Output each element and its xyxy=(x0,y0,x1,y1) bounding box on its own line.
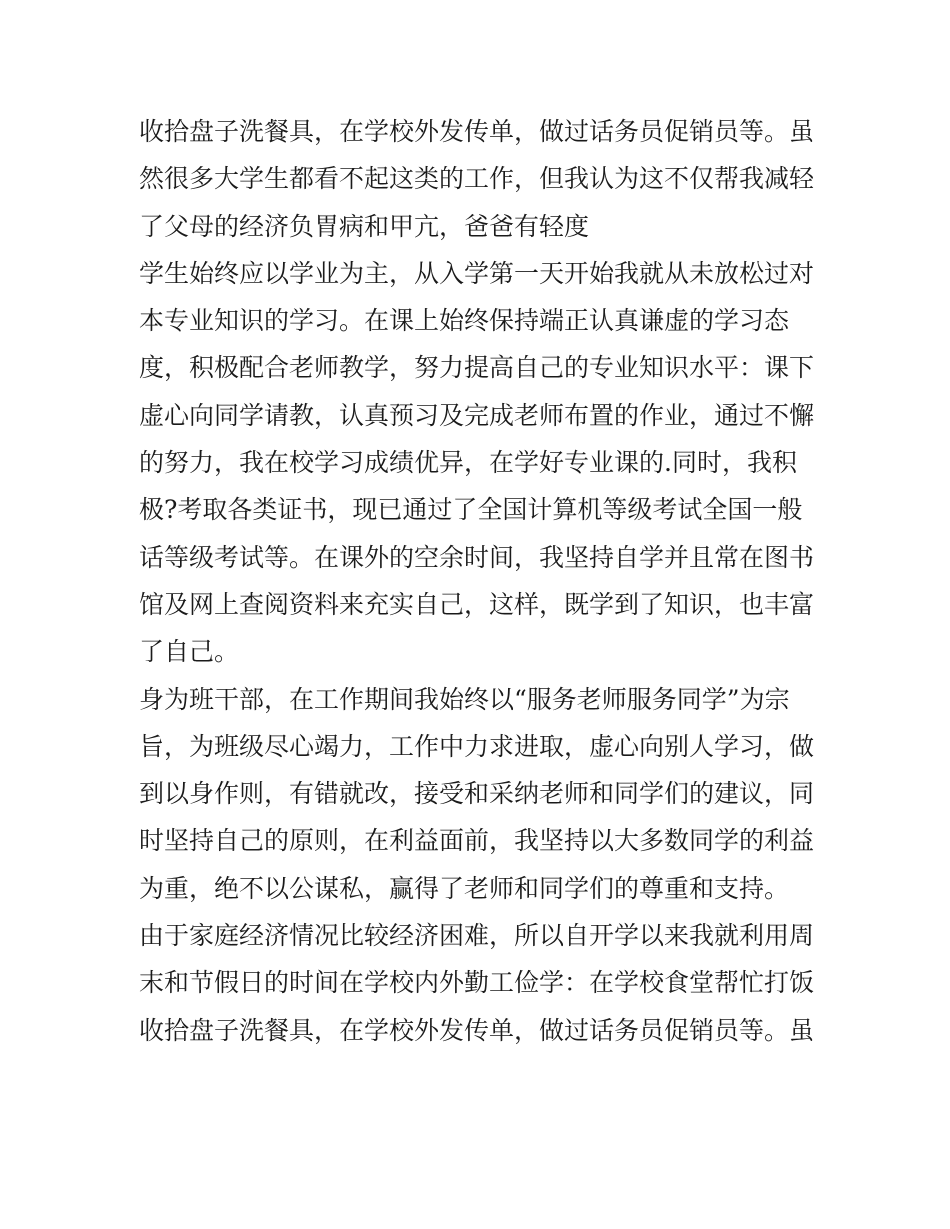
text-line: 身为班干部，在工作期间我始终以“服务老师服务同学”为宗 xyxy=(139,684,790,714)
text-line: 收拾盘子洗餐具，在学校外发传单，做过话务员促销员等。虽 xyxy=(139,117,815,146)
document-body xyxy=(139,108,819,1054)
text-line: 到以身作则，有错就改，接受和采纳老师和同学们的建议，同 xyxy=(139,779,815,809)
text-line: 了父母的经济负胃病和甲亢，爸爸有轻度 xyxy=(139,211,590,241)
text-line: 末和节假日的时间在学校内外勤工俭学：在学校食堂帮忙打饭 xyxy=(139,968,815,998)
text-line: 话等级考试等。在课外的空余时间，我坚持自学并且常在图书 xyxy=(139,542,815,572)
text-line: 旨，为班级尽心竭力，工作中力求进取，虚心向别人学习，做 xyxy=(139,731,815,761)
text-line: 时坚持自己的原则，在利益面前，我坚持以大多数同学的利益 xyxy=(139,826,815,856)
text-line: 本专业知识的学习。在课上始终保持端正认真谦虚的学习态 xyxy=(139,306,790,336)
text-line: 极?考取各类证书，现已通过了全国计算机等级考试全国一般 xyxy=(139,495,803,525)
text-line: 了自己。 xyxy=(139,637,240,667)
text-line: 学生始终应以学业为主，从入学第一天开始我就从未放松过对 xyxy=(139,258,815,288)
text-line: 的努力，我在校学习成绩优异，在学好专业课的.同时，我积 xyxy=(139,448,797,478)
text-line: 由于家庭经济情况比较经济困难，所以自开学以来我就利用周 xyxy=(139,921,815,951)
text-line: 虚心向同学请教，认真预习及完成老师布置的作业，通过不懈 xyxy=(139,400,815,430)
text-line: 然很多大学生都看不起这类的工作，但我认为这不仅帮我减轻 xyxy=(139,164,815,194)
text-line: 为重，绝不以公谋私，赢得了老师和同学们的尊重和支持。 xyxy=(139,873,790,903)
text-line: 收拾盘子洗餐具，在学校外发传单，做过话务员促销员等。虽 xyxy=(139,1015,815,1045)
text-line: 度，积极配合老师教学，努力提高自己的专业知识水平：课下 xyxy=(139,353,815,383)
text-line: 馆及网上查阅资料来充实自己，这样，既学到了知识，也丰富 xyxy=(139,589,815,619)
